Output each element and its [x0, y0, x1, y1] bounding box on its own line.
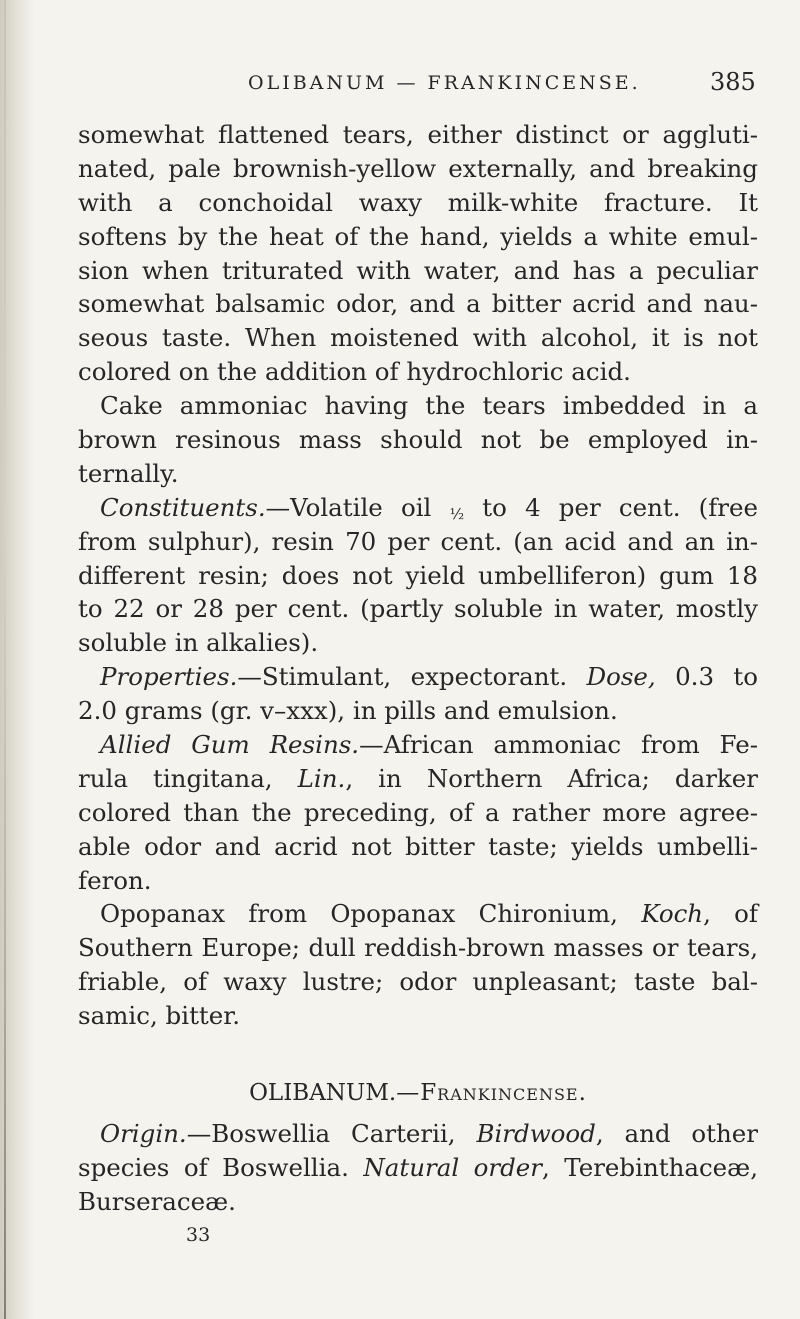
text-line: Cake ammoniac having the tears imbedded in a — [100, 391, 758, 421]
author-lin: Lin. — [297, 763, 346, 793]
origin-label: Origin. — [100, 1118, 187, 1148]
text-line: with a conchoidal waxy milk-white fracture. It — [78, 187, 758, 217]
page-number: 385 — [710, 68, 756, 96]
text-line: to 22 or 28 per cent. (partly soluble in water, mostly — [78, 594, 758, 624]
paragraph-origin — [78, 1117, 758, 1219]
text-line: ternally. — [78, 458, 179, 488]
text-line: Origin.—Boswellia Carterii, Birdwood, and other — [100, 1118, 758, 1148]
paragraph-allied-gum-resins — [78, 728, 758, 897]
text-line: Southern Europe; dull reddish-brown masses or tears, — [78, 933, 758, 963]
natural-order-label: Natural order — [363, 1152, 543, 1182]
text-line: from sulphur), resin 70 per cent. (an acid and an in- — [78, 526, 758, 556]
text-line: 2.0 grams (gr. v–xxx), in pills and emulsion. — [78, 696, 618, 726]
fraction-half: ½ — [449, 504, 465, 523]
text-line: colored on the addition of hydrochloric acid. — [78, 357, 631, 387]
spacer — [78, 1033, 758, 1067]
text-line: softens by the heat of the hand, yields a white emul- — [78, 221, 758, 251]
body-text — [78, 118, 758, 1253]
text-line: friable, of waxy lustre; odor unpleasant; taste bal- — [78, 967, 758, 997]
text-line: somewhat flattened tears, either distinct or aggluti- — [78, 120, 758, 149]
section-heading — [78, 1067, 758, 1117]
constituents-label: Constituents. — [100, 492, 266, 522]
text-line: sion when triturated with water, and has a peculiar — [78, 255, 758, 285]
text-line: nated, pale brownish-yellow externally, and breaking — [78, 153, 758, 183]
section-subtitle: —Frankincense. — [396, 1079, 587, 1106]
text-line: Properties.—Stimulant, expectorant. Dose, 0.3 to — [100, 662, 758, 692]
paragraph-description — [78, 118, 758, 389]
text-line: able odor and acrid not bitter taste; yields umbelli- — [78, 831, 758, 861]
paragraph-properties — [78, 660, 758, 728]
binding-edge — [4, 0, 6, 1319]
author-koch: Koch — [641, 899, 704, 929]
text-line: Opopanax from Opopanax Chironium, Koch, of — [100, 899, 758, 929]
text-line: species of Boswellia. Natural order, Terebinthaceæ, — [78, 1152, 758, 1182]
text-line: seous taste. When moistened with alcohol, it is not — [78, 323, 758, 353]
properties-label: Properties. — [100, 662, 238, 692]
text-line: Allied Gum Resins.—African ammoniac from Fe- — [100, 730, 758, 760]
text-line: soluble in alkalies). — [78, 628, 319, 658]
text-line: Constituents.—Volatile oil ½ to 4 per cent. (free — [78, 491, 758, 525]
paragraph-constituents — [78, 491, 758, 660]
author-birdwood: Birdwood — [476, 1118, 596, 1148]
text-line: rula tingitana, Lin., in Northern Africa; darker — [78, 763, 758, 793]
text-line: feron. — [78, 865, 152, 895]
paragraph-cake-ammoniac — [78, 389, 758, 491]
text-line: somewhat balsamic odor, and a bitter acrid and nau- — [78, 289, 758, 319]
text-line: brown resinous mass should not be employed in- — [78, 425, 758, 455]
signature-mark: 33 — [186, 1223, 211, 1246]
running-head: OLIBANUM — FRANKINCENSE. — [248, 72, 641, 94]
section-title: OLIBANUM. — [249, 1079, 397, 1106]
dose-label: Dose, — [586, 662, 656, 692]
allied-label: Allied Gum Resins. — [100, 730, 360, 760]
text-line: Burseraceæ. — [78, 1186, 236, 1216]
paragraph-opopanax — [78, 897, 758, 1033]
text-line: colored than the preceding, of a rather more agree- — [78, 797, 758, 827]
text-line: different resin; does not yield umbelliferon) gum 18 — [78, 560, 758, 590]
text-line: samic, bitter. — [78, 1001, 241, 1031]
